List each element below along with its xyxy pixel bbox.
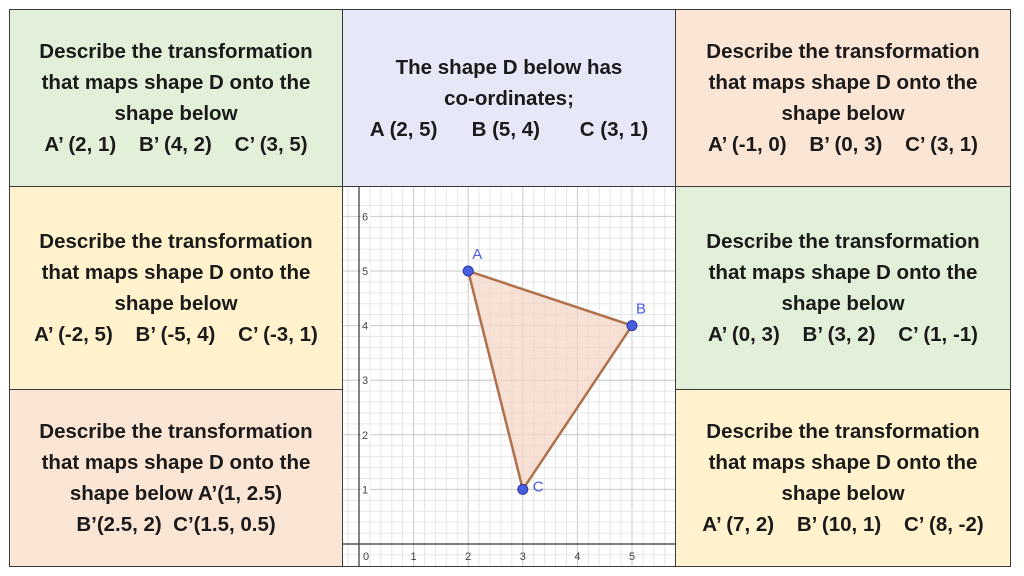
point-b <box>627 321 637 331</box>
x-tick-label: 3 <box>519 551 526 563</box>
point-a <box>463 266 473 276</box>
card-line: co-ordinates; <box>444 86 574 110</box>
y-tick-label: 5 <box>362 266 369 278</box>
card-coordinates: B’(2.5, 2) C’(1.5, 0.5) <box>76 513 276 536</box>
card-line: that maps shape D onto the <box>41 451 311 474</box>
card-line: that maps shape D onto the <box>41 71 311 94</box>
card-top-left <box>9 9 343 187</box>
card-line: Describe the transformation <box>706 40 980 63</box>
x-tick-label: 4 <box>574 551 581 563</box>
card-line: shape below <box>114 292 238 315</box>
card-coordinates: A’ (-2, 5) B’ (-5, 4) C’ (-3, 1) <box>34 323 318 346</box>
card-bottom-right <box>675 389 1011 567</box>
point-c <box>518 484 528 494</box>
card-line: shape below A’(1, 2.5) <box>69 482 283 505</box>
y-tick-label: 1 <box>362 484 369 497</box>
card-line: shape below <box>781 102 905 125</box>
triangle-graph <box>343 187 675 566</box>
card-line: Describe the transformation <box>39 420 313 443</box>
card-coordinates: A’ (0, 3) B’ (3, 2) C’ (1, -1) <box>708 323 978 346</box>
card-bottom-left <box>9 389 343 567</box>
card-line: Describe the transformation <box>39 230 313 253</box>
x-tick-label: 0 <box>363 551 370 563</box>
card-line: that maps shape D onto the <box>708 71 978 94</box>
card-line: that maps shape D onto the <box>708 261 978 284</box>
x-tick-label: 5 <box>628 551 636 563</box>
x-tick-label: 2 <box>465 551 472 563</box>
coordinate-grid <box>342 186 676 567</box>
card-mid-right <box>675 186 1011 390</box>
card-top-center <box>342 9 676 187</box>
point-label-c: C <box>532 478 544 496</box>
card-top-right <box>675 9 1011 187</box>
card-line: The shape D below has <box>395 55 623 79</box>
card-coordinates: A (2, 5) B (5, 4) C (3, 1) <box>369 117 649 141</box>
x-tick-label: 1 <box>410 551 417 563</box>
card-line: shape below <box>114 102 238 125</box>
card-line: shape below <box>781 482 905 505</box>
point-label-b: B <box>636 300 647 318</box>
card-line: that maps shape D onto the <box>708 451 978 474</box>
card-line: shape below <box>781 292 905 315</box>
card-line: Describe the transformation <box>39 40 313 63</box>
card-coordinates: A’ (2, 1) B’ (4, 2) C’ (3, 5) <box>44 133 308 156</box>
card-line: that maps shape D onto the <box>41 261 311 284</box>
y-tick-label: 3 <box>362 375 369 388</box>
card-line: Describe the transformation <box>706 230 980 253</box>
point-label-a: A <box>472 246 483 263</box>
y-tick-label: 6 <box>362 211 369 224</box>
card-line: Describe the transformation <box>706 420 980 443</box>
card-coordinates: A’ (7, 2) B’ (10, 1) C’ (8, -2) <box>702 513 984 536</box>
card-coordinates: A’ (-1, 0) B’ (0, 3) C’ (3, 1) <box>708 133 978 156</box>
card-mid-left <box>9 186 343 390</box>
y-tick-label: 4 <box>362 320 369 333</box>
y-tick-label: 2 <box>362 429 369 442</box>
